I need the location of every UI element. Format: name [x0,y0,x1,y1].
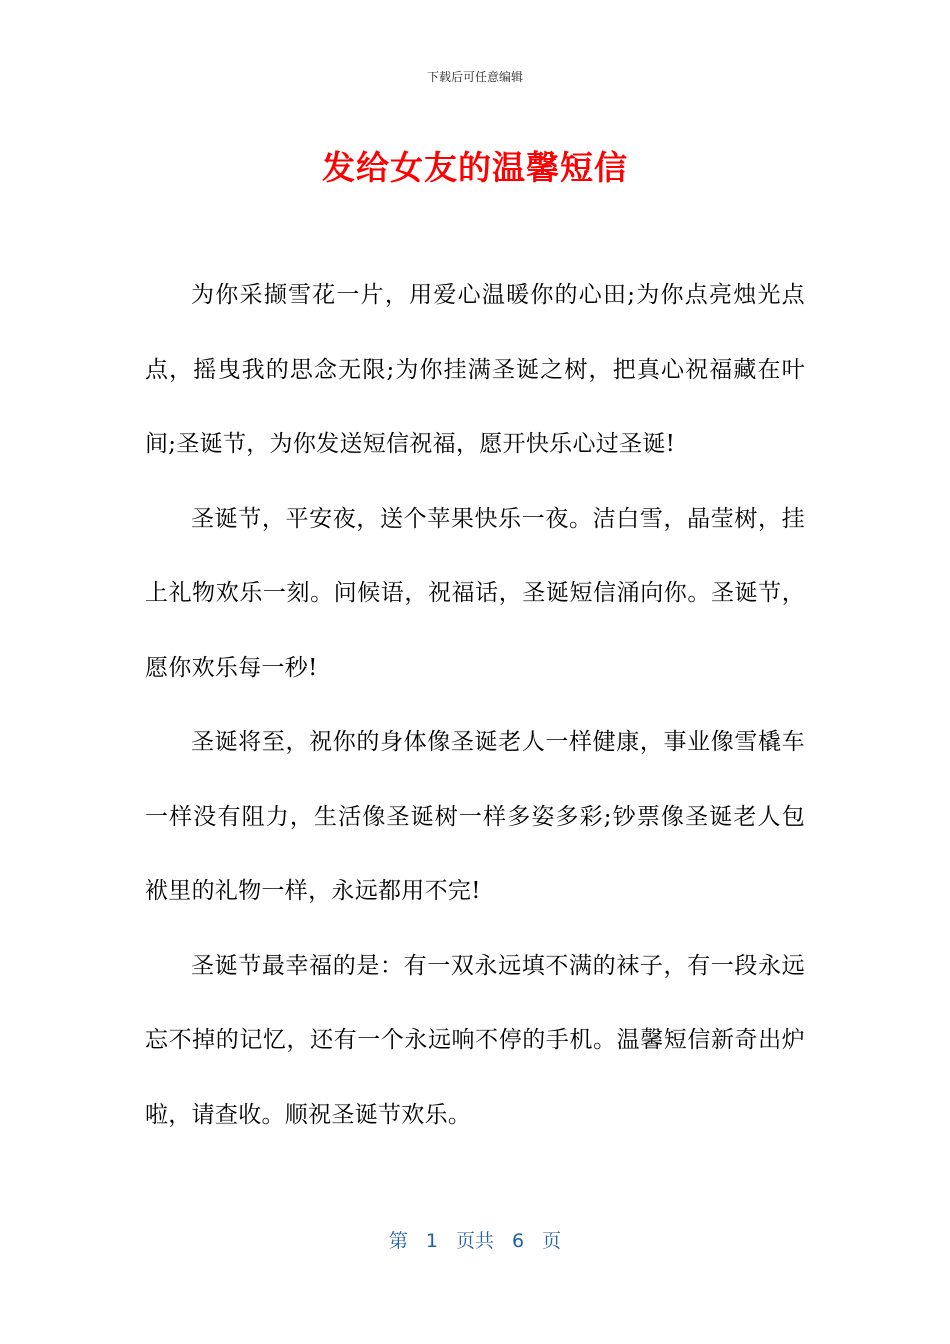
document-title: 发给女友的温馨短信 [322,148,628,187]
footer-prefix: 第 [388,1230,408,1252]
current-page-number: 1 [425,1230,438,1252]
total-page-count: 6 [512,1230,525,1252]
footer-middle: 页共 [455,1230,494,1252]
paragraph: 圣诞将至，祝你的身体像圣诞老人一样健康，事业像雪橇车一样没有阻力，生活像圣诞树一样多姿多彩;钞票像圣诞老人包袱里的礼物一样，永远都用不完! [145,729,805,904]
paragraph: 为你采撷雪花一片，用爱心温暖你的心田;为你点亮烛光点点，摇曳我的思念无限;为你挂满圣诞之树，把真心祝福藏在叶间;圣诞节，为你发送短信祝福，愿开快乐心过圣诞! [145,282,805,457]
paragraph: 圣诞节最幸福的是：有一双永远填不满的袜子，有一段永远忘不掉的记忆，还有一个永远响不停的手机。温馨短信新奇出炉啦，请查收。顺祝圣诞节欢乐。 [145,952,805,1128]
page-footer [0,1226,950,1253]
paragraph: 圣诞节，平安夜，送个苹果快乐一夜。洁白雪，晶莹树，挂上礼物欢乐一刻。问候语，祝福话，圣诞短信涌向你。圣诞节，愿你欢乐每一秒! [145,505,805,681]
footer-suffix: 页 [542,1230,562,1252]
document-body [145,258,805,1152]
header-note: 下载后可任意编辑 [426,70,523,84]
